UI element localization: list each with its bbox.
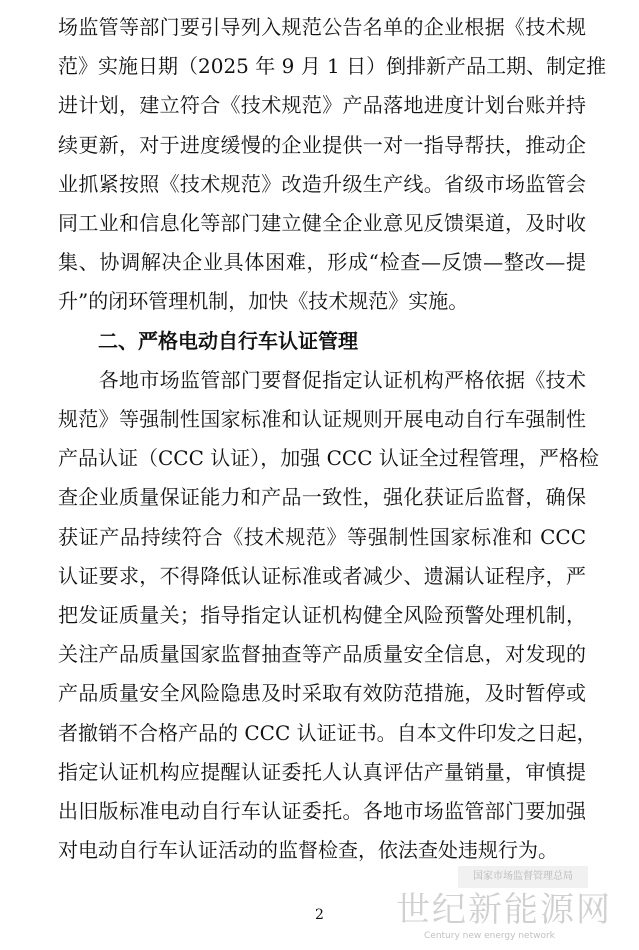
body-text-line: 认证要求，不得降低认证标准或者减少、遗漏认证程序，严 [58,564,586,588]
body-text-line: 指定认证机构应提醒认证委托人认真评估产量销量，审慎提 [58,760,586,784]
section-heading: 二、严格电动自行车认证管理 [58,329,358,353]
body-text-line: 者撤销不合格产品的 CCC 认证证书。自本文件印发之日起， [58,721,597,745]
body-text-line: 产品认证（CCC 认证），加强 CCC 认证全过程管理，严格检 [58,446,599,470]
body-text-line: 场监管等部门要引导列入规范公告名单的企业根据《技术规 [58,15,586,39]
watermark-stamp: 国家市场监督管理总局 [458,866,588,888]
page-number: 2 [315,907,324,923]
body-text-line: 规范》等强制性国家标准和认证规则开展电动自行车强制性 [58,407,586,431]
watermark-logo-subtext: Century new energy network [424,931,555,941]
body-text-line: 业抓紧按照《技术规范》改造升级生产线。省级市场监管会 [58,172,586,196]
body-text-line: 集、协调解决企业具体困难，形成“检查—反馈—整改—提 [58,250,586,274]
body-text-line: 续更新，对于进度缓慢的企业提供一对一指导帮扶，推动企 [58,133,586,157]
body-text-line: 出旧版标准电动自行车认证委托。各地市场监管部门要加强 [58,799,586,823]
body-text-line: 各地市场监管部门要督促指定认证机构严格依据《技术 [58,368,586,392]
body-text-line: 获证产品持续符合《技术规范》等强制性国家标准和 CCC [58,525,586,549]
watermark-logo-text: 世纪新能源网 [396,890,612,930]
body-text-line: 对电动自行车认证活动的监督检查，依法查处违规行为。 [58,838,558,862]
body-text-line: 范》实施日期（2025 年 9 月 1 日）倒排新产品工期、制定推 [58,54,607,78]
body-text-line: 产品质量安全风险隐患及时采取有效防范措施，及时暂停或 [58,681,586,705]
body-text-line: 进计划，建立符合《技术规范》产品落地进度计划台账并持 [58,93,586,117]
body-text-line: 同工业和信息化等部门建立健全企业意见反馈渠道，及时收 [58,211,586,235]
body-text-line: 升”的闭环管理机制，加快《技术规范》实施。 [58,289,469,313]
body-text-line: 查企业质量保证能力和产品一致性，强化获证后监督，确保 [58,485,586,509]
watermark-logo [396,890,636,948]
body-text-line: 关注产品质量国家监督抽查等产品质量安全信息，对发现的 [58,642,586,666]
body-text-line: 把发证质量关；指导指定认证机构健全风险预警处理机制， [58,603,586,627]
